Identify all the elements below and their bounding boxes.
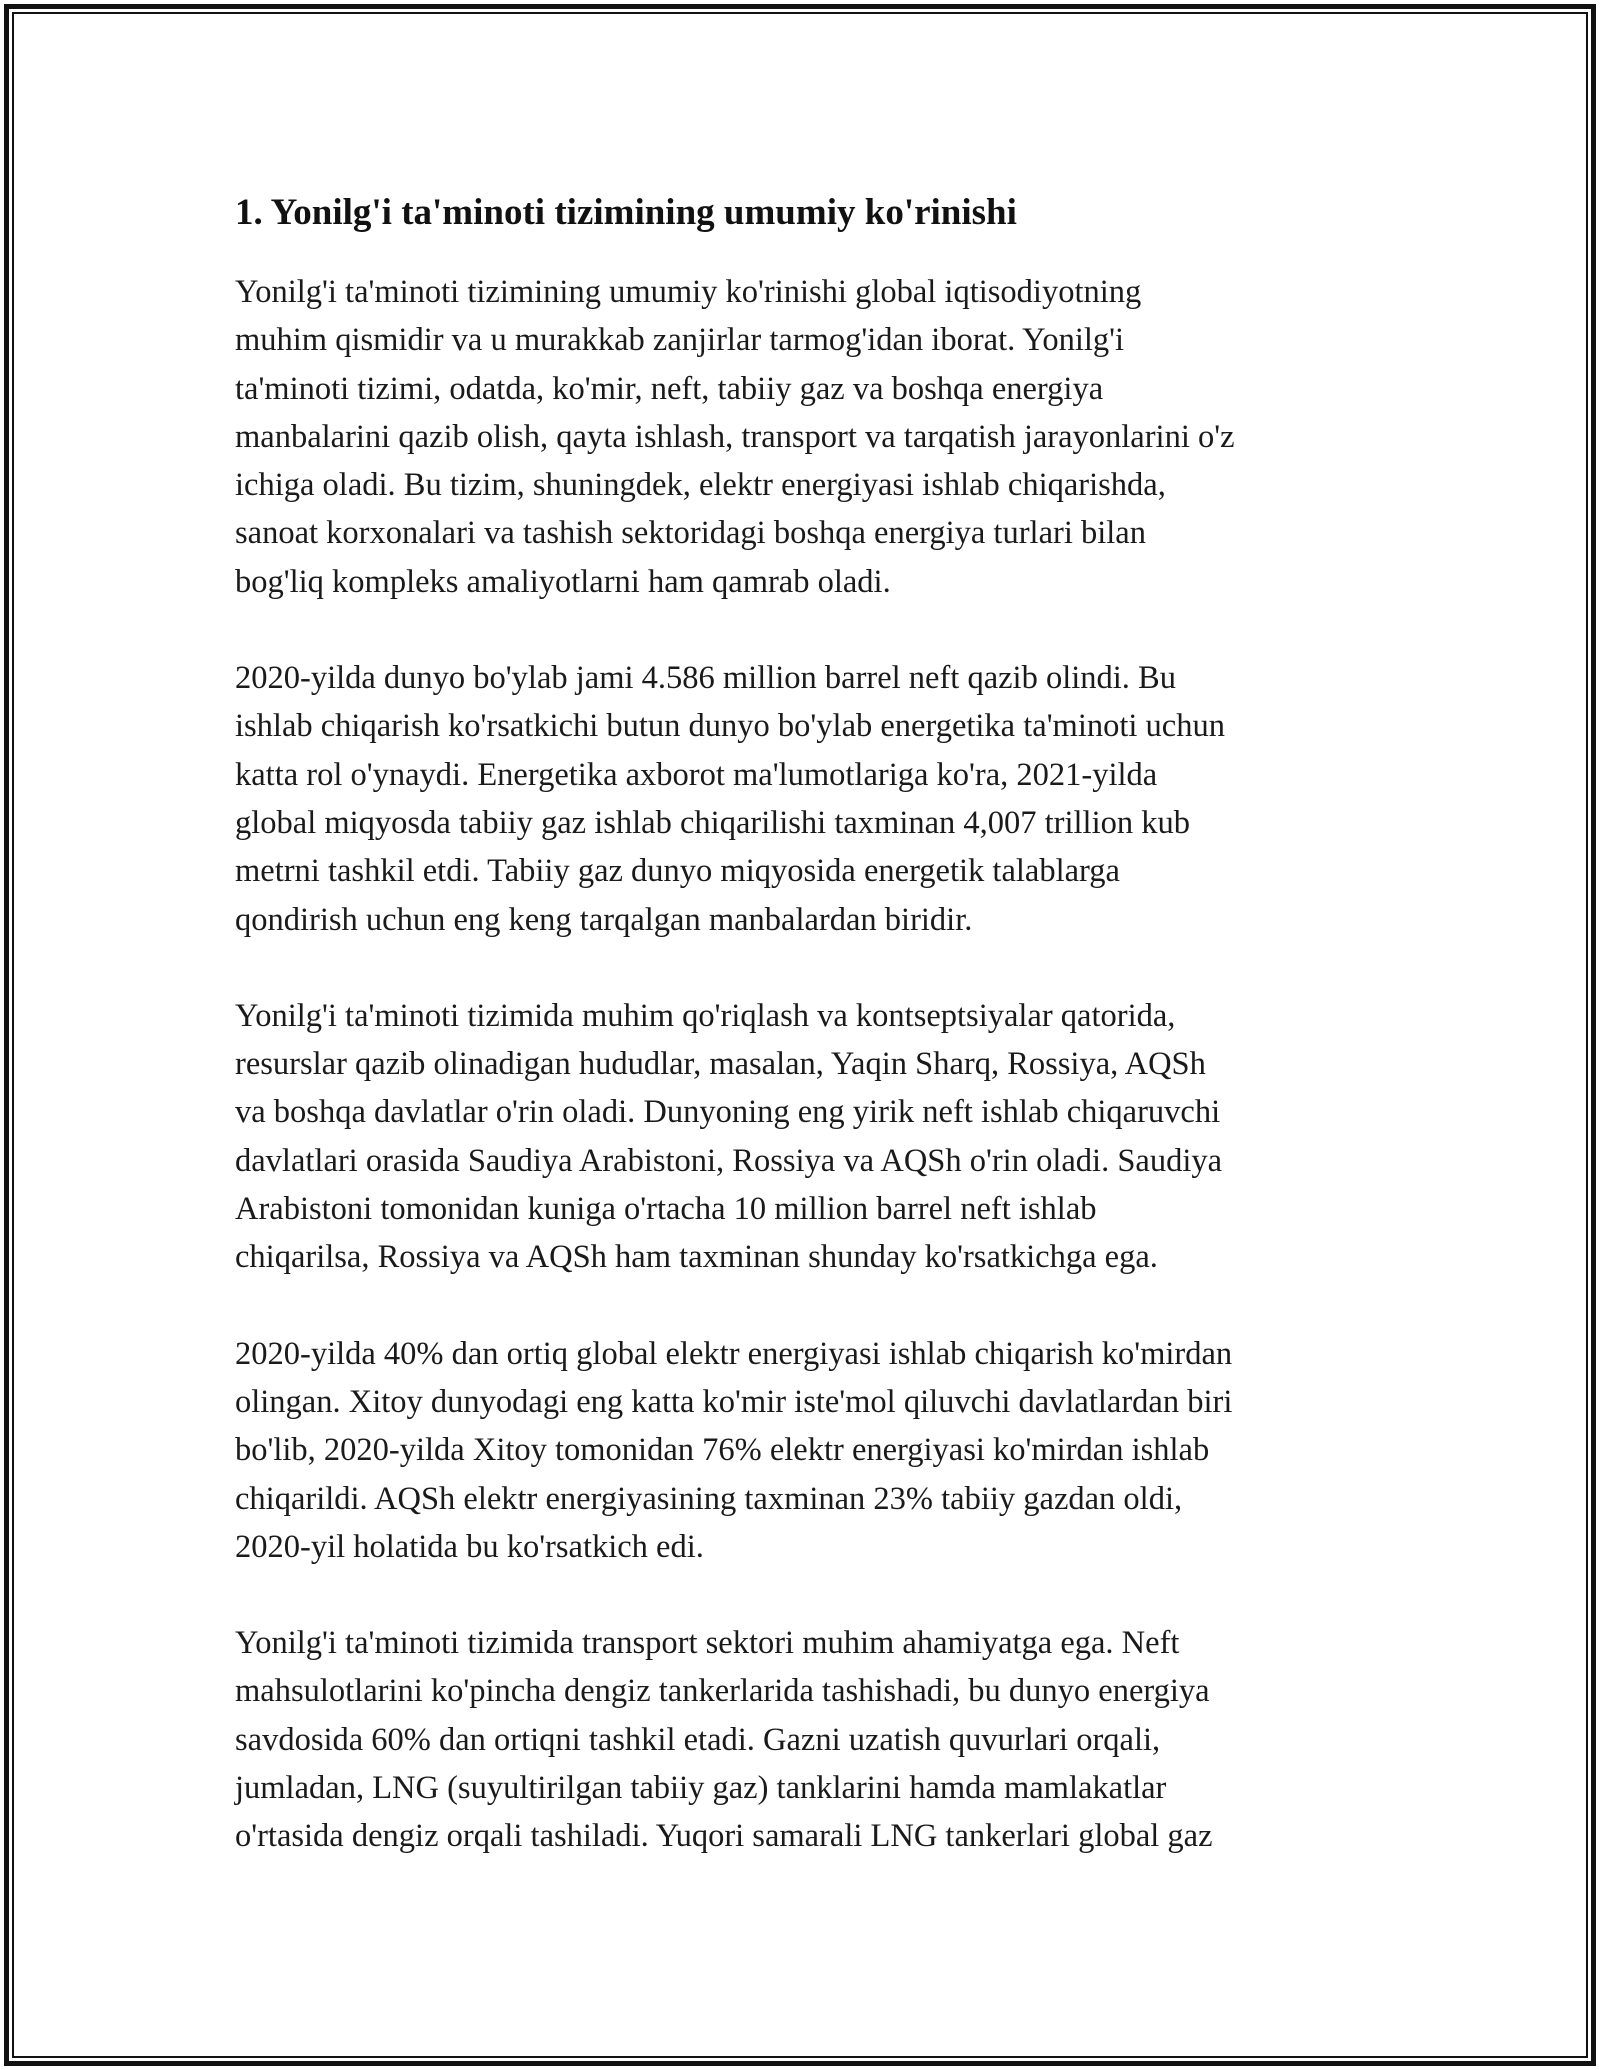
text-line: chiqarilsa, Rossiya va AQSh ham taxminan shunday ko'rsatkichga ega. — [235, 1239, 1158, 1276]
text-line: 2020-yil holatida bu ko'rsatkich edi. — [235, 1528, 704, 1565]
text-line: ta'minoti tizimi, odatda, ko'mir, neft, tabiiy gaz va boshqa energiya — [235, 370, 1104, 407]
text-line: Yonilg'i ta'minoti tizimida muhim qo'riqlash va kontseptsiyalar qatorida, — [235, 997, 1176, 1034]
text-line: resurslar qazib olinadigan hududlar, masalan, Yaqin Sharq, Rossiya, AQSh — [235, 1046, 1206, 1083]
text-line: qondirish uchun eng keng tarqalgan manbalardan biridir. — [235, 901, 973, 938]
paragraph — [235, 992, 1370, 1282]
paragraph — [235, 654, 1370, 944]
document-body — [235, 184, 1370, 1909]
text-line: davlatlari orasida Saudiya Arabistoni, Rossiya va AQSh o'rin oladi. Saudiya — [235, 1142, 1223, 1179]
text-line: ichiga oladi. Bu tizim, shuningdek, elektr energiyasi ishlab chiqarishda, — [235, 467, 1166, 504]
paragraph — [235, 1330, 1370, 1571]
text-line: bo'lib, 2020-yilda Xitoy tomonidan 76% elektr energiyasi ko'mirdan ishlab — [235, 1432, 1210, 1469]
text-line: katta rol o'ynaydi. Energetika axborot ma'lumotlariga ko'ra, 2021-yilda — [235, 756, 1158, 793]
text-line: mahsulotlarini ko'pincha dengiz tankerlarida tashishadi, bu dunyo energiya — [235, 1673, 1210, 1710]
text-line: metrni tashkil etdi. Tabiiy gaz dunyo miqyosida energetik talablarga — [235, 853, 1120, 890]
text-line: va boshqa davlatlar o'rin oladi. Dunyoning eng yirik neft ishlab chiqaruvchi — [235, 1094, 1221, 1131]
text-line: sanoat korxonalari va tashish sektoridagi boshqa energiya turlari bilan — [235, 515, 1146, 552]
text-line: global miqyosda tabiiy gaz ishlab chiqarilishi taxminan 4,007 trillion kub — [235, 804, 1190, 841]
text-line: bog'liq kompleks amaliyotlarni ham qamrab oladi. — [235, 563, 891, 600]
text-line: o'rtasida dengiz orqali tashiladi. Yuqori samarali LNG tankerlari global gaz — [235, 1818, 1213, 1855]
text-line: manbalarini qazib olish, qayta ishlash, transport va tarqatish jarayonlarini o'z — [235, 418, 1235, 455]
paragraph — [235, 1619, 1370, 1860]
text-line: 2020-yilda 40% dan ortiq global elektr energiyasi ishlab chiqarish ko'mirdan — [235, 1335, 1233, 1372]
text-line: ishlab chiqarish ko'rsatkichi butun dunyo bo'ylab energetika ta'minoti uchun — [235, 708, 1225, 745]
text-line: savdosida 60% dan ortiqni tashkil etadi. Gazni uzatish quvurlari orqali, — [235, 1721, 1161, 1758]
text-line: Yonilg'i ta'minoti tizimida transport sektori muhim ahamiyatga ega. Neft — [235, 1625, 1180, 1662]
text-line: Arabistoni tomonidan kuniga o'rtacha 10 million barrel neft ishlab — [235, 1191, 1097, 1228]
text-line: chiqarildi. AQSh elektr energiyasining taxminan 23% tabiiy gazdan oldi, — [235, 1480, 1183, 1517]
text-line: jumladan, LNG (suyultirilgan tabiiy gaz) tanklarini hamda mamlakatlar — [235, 1770, 1167, 1807]
text-line: muhim qismidir va u murakkab zanjirlar tarmog'idan iborat. Yonilg'i — [235, 322, 1125, 359]
text-line: olingan. Xitoy dunyodagi eng katta ko'mir iste'mol qiluvchi davlatlardan biri — [235, 1383, 1233, 1420]
paragraph — [235, 268, 1370, 606]
text-line: Yonilg'i ta'minoti tizimining umumiy ko'rinishi global iqtisodiyotning — [235, 274, 1142, 310]
text-line: 2020-yilda dunyo bo'ylab jami 4.586 million barrel neft qazib olindi. Bu — [235, 660, 1176, 697]
section-heading: 1. Yonilg'i ta'minoti tizimining umumiy ko'rinishi — [235, 192, 1017, 233]
